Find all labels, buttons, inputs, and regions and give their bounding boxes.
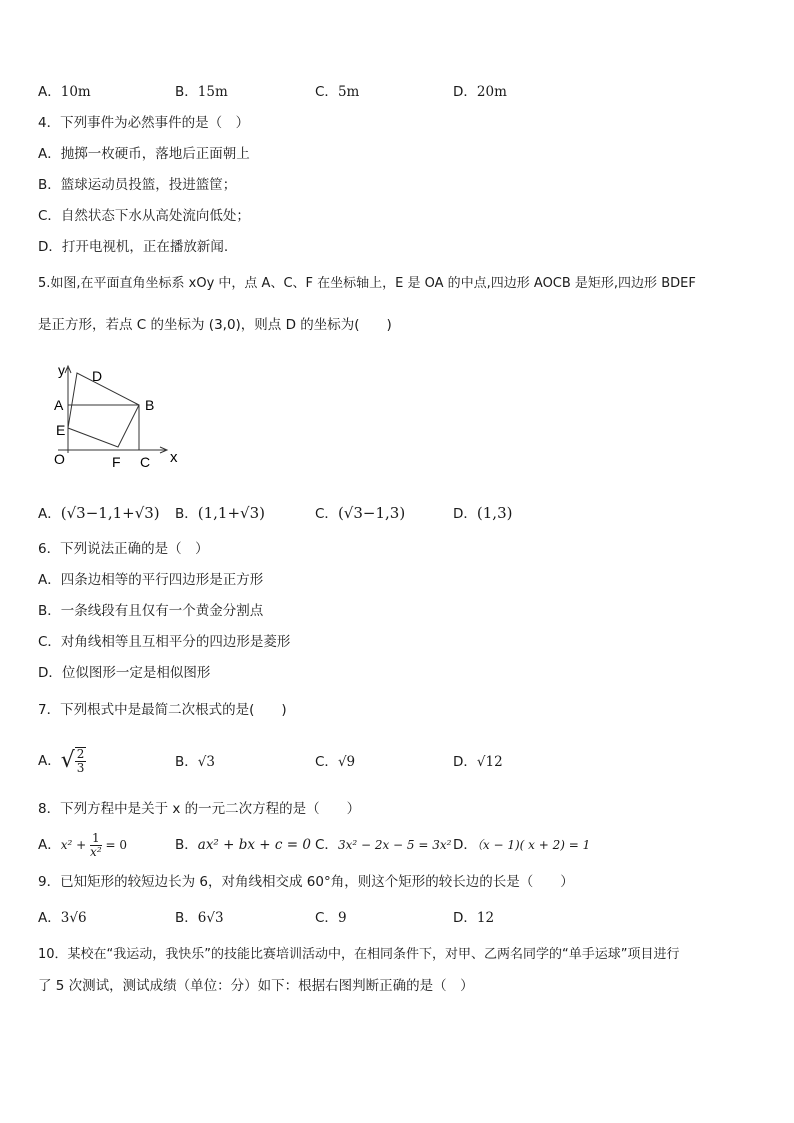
radical-sign: √: [60, 748, 75, 773]
q9-option-d: D．12: [453, 910, 495, 926]
q7-stem: 7．下列根式中是最简二次根式的是( ): [38, 702, 287, 718]
q7-option-c: C．√9: [315, 754, 356, 770]
label-d: D: [92, 368, 103, 384]
fraction: $\frac{2}{3}$: [76, 747, 85, 775]
q4-option-c: C．自然状态下水从高处流向低处；: [38, 208, 250, 224]
label-e: E: [56, 422, 66, 438]
q6-option-c: C．对角线相等且互相平分的四边形是菱形: [38, 634, 291, 650]
q3-option-c: C．5m: [315, 84, 360, 100]
q6-option-b: B．一条线段有且仅有一个黄金分割点: [38, 603, 264, 619]
q7-option-a: A．√ $\frac{2}{3}$: [38, 747, 85, 775]
q5-option-d: D．(1,3): [453, 504, 513, 522]
q9-option-b: B．6√3: [175, 910, 224, 926]
label-y: y: [58, 362, 65, 378]
q5-figure: [48, 358, 188, 473]
q8-option-d: D．（x − 1)( x + 2) = 1: [453, 837, 591, 853]
q9-stem: 9．已知矩形的较短边长为 6，对角线相交成 60°角，则这个矩形的较长边的长是（ ）: [38, 874, 574, 890]
q4-option-b: B．篮球运动员投篮，投进篮筐；: [38, 177, 237, 193]
q4-stem: 4．下列事件为必然事件的是（ ）: [38, 115, 250, 131]
q10-stem-line2: 了 5 次测试，测试成绩（单位：分）如下：根据右图判断正确的是（ ）: [38, 978, 474, 994]
q5-stem-line1: 5.如图,在平面直角坐标系 xOy 中，点 A、C、F 在坐标轴上，E 是 OA 的中点,四边形 AOCB 是矩形,四边形 BDEF: [38, 276, 696, 291]
label-f: F: [112, 454, 121, 470]
label-o: O: [54, 451, 65, 467]
fraction: $\frac{1}{\text{x²}}$: [90, 830, 102, 859]
q6-option-a: A．四条边相等的平行四边形是正方形: [38, 572, 264, 588]
q5-option-a: A．(√3−1,1+√3): [38, 504, 160, 522]
q3-option-d: D．20m: [453, 84, 507, 100]
q8-option-c: C．3x² − 2x − 5 = 3x²: [315, 837, 452, 853]
q3-option-b: B．15m: [175, 84, 228, 100]
q10-stem-line1: 10．某校在“我运动，我快乐”的技能比赛培训活动中，在相同条件下，对甲、乙两名同学的“单手运球”项目进行: [38, 947, 680, 962]
q9-option-a: A．3√6: [38, 910, 87, 926]
q4-option-a: A．抛掷一枚硬币，落地后正面朝上: [38, 146, 250, 162]
q6-option-d: D．位似图形一定是相似图形: [38, 665, 211, 681]
q8-option-b: B．ax² + bx + c = 0: [175, 837, 311, 853]
q7-option-b: B．√3: [175, 754, 215, 770]
q5-option-b: B．(1,1+√3): [175, 504, 265, 522]
q8-option-a: A．x² + $\frac{1}{\text{x²}}$ = 0: [38, 830, 127, 859]
q9-option-c: C．9: [315, 910, 347, 926]
q7-option-d: D．√12: [453, 754, 503, 770]
q3-option-a: A．10m: [38, 84, 91, 100]
q5-option-c: C．(√3−1,3): [315, 504, 406, 522]
q6-stem: 6．下列说法正确的是（ ）: [38, 541, 209, 557]
label-c: C: [140, 454, 151, 470]
q5-stem-line2: 是正方形，若点 C 的坐标为 (3,0)，则点 D 的坐标为( ): [38, 317, 392, 333]
label-x: x: [170, 449, 178, 466]
label-b: B: [145, 397, 155, 413]
square-bdef: [68, 373, 139, 447]
label-a: A: [54, 397, 64, 413]
q4-option-d: D．打开电视机，正在播放新闻.: [38, 239, 229, 255]
q8-stem: 8．下列方程中是关于 x 的一元二次方程的是（ ）: [38, 801, 361, 817]
